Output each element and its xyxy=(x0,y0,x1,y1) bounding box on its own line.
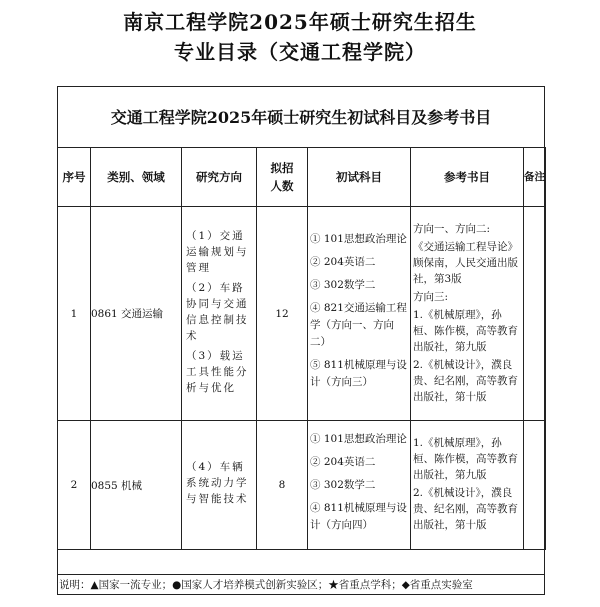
row-seq: 1 xyxy=(58,207,91,421)
row-references xyxy=(411,207,524,421)
row-subjects xyxy=(308,207,411,421)
row-references xyxy=(411,421,524,550)
row-directions xyxy=(182,421,257,550)
reference-item: 《交通运输工程导论》顾保南，人民交通出版社，第3版 xyxy=(413,240,518,285)
subject-item: ② 204英语二 xyxy=(310,455,376,468)
table-row xyxy=(58,207,546,421)
col-header-subjects: 初试科目 xyxy=(308,148,411,207)
subject-item: ① 101思想政治理论 xyxy=(310,232,407,245)
catalog-table xyxy=(57,147,546,550)
col-header-direction: 研究方向 xyxy=(182,148,257,207)
table-row xyxy=(58,421,546,550)
subject-item: ① 101思想政治理论 xyxy=(310,432,407,445)
subject-item: ③ 302数学二 xyxy=(310,278,376,291)
subject-item: ③ 302数学二 xyxy=(310,478,376,491)
row-subjects xyxy=(308,421,411,550)
row-category: 0855 机械 xyxy=(91,421,182,550)
col-header-category: 类别、领域 xyxy=(91,148,182,207)
col-header-quota: 拟招 人数 xyxy=(257,148,308,207)
direction-item: （4）车辆系统动力学与智能技术 xyxy=(186,461,249,505)
subject-item: ④ 821交通运输工程学（方向一、方向二） xyxy=(310,301,407,348)
col-header-remarks: 备注 xyxy=(524,148,546,207)
document-title-line1: 南京工程学院2025年硕士研究生招生 xyxy=(123,10,477,34)
row-quota: 8 xyxy=(257,421,308,550)
subject-item: ④ 811机械原理与设计（方向四） xyxy=(310,501,407,531)
reference-item: 2.《机械设计》，濮良贵、纪名刚，高等教育出版社，第十版 xyxy=(413,358,518,403)
subject-item: ② 204英语二 xyxy=(310,255,376,268)
row-directions xyxy=(182,207,257,421)
reference-item: 1.《机械原理》，孙桓、陈作模，高等教育出版社，第九版 xyxy=(413,308,518,353)
document-title-line2: 专业目录（交通工程学院） xyxy=(174,40,426,64)
subject-item: ⑤ 811机械原理与设计（方向三） xyxy=(310,358,407,388)
direction-item: （2）车路协同与交通信息控制技术 xyxy=(186,281,249,342)
table-heading: 交通工程学院2025年硕士研究生初试科目及参考书目 xyxy=(110,107,492,127)
col-header-references: 参考书目 xyxy=(411,148,524,207)
row-seq: 2 xyxy=(58,421,91,550)
direction-item: （3）载运工具性能分析与优化 xyxy=(186,349,249,394)
reference-item: 方向一、方向二: xyxy=(413,222,491,235)
reference-item: 方向三: xyxy=(413,290,449,303)
col-header-seq: 序号 xyxy=(58,148,91,207)
header-row xyxy=(58,148,546,207)
row-remarks xyxy=(524,207,546,421)
direction-item: （1）交通运输规划与管理 xyxy=(186,229,249,274)
reference-item: 2.《机械设计》，濮良贵、纪名刚，高等教育出版社，第十版 xyxy=(413,487,518,531)
row-remarks xyxy=(524,421,546,550)
legend-note: 说明：▲国家一流专业；●国家人才培养模式创新实验区；★省重点学科；◆省重点实验室 xyxy=(57,574,545,595)
reference-item: 1.《机械原理》，孙桓、陈作模，高等教育出版社，第九版 xyxy=(413,437,518,481)
row-quota: 12 xyxy=(257,207,308,421)
row-category: 0861 交通运输 xyxy=(91,207,182,421)
